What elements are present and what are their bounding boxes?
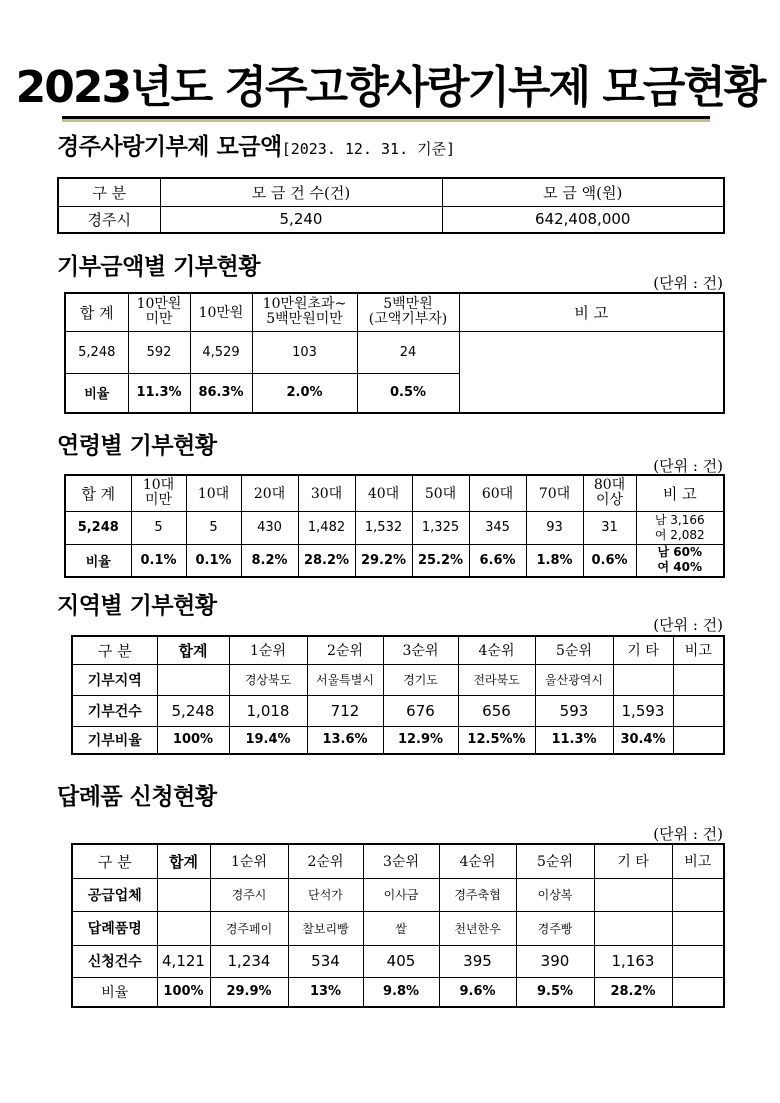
region-header-other: 기 타	[613, 636, 673, 664]
age-count-total: 5,248	[65, 511, 131, 544]
gifts-supplier-rank-2: 단석가	[288, 878, 363, 911]
region-row-label: 기부건수	[72, 695, 157, 726]
gifts-header-rank-3: 3순위	[363, 844, 439, 878]
amount-table	[64, 292, 725, 414]
amount-ratio-5m: 0.5%	[357, 373, 459, 413]
page-title: 2023년도 경주고향사랑기부제 모금현황	[15, 62, 765, 113]
amount-count-total: 5,248	[65, 331, 128, 373]
gifts-ratio-rank-2: 13%	[288, 977, 363, 1007]
age-heading: 연령별 기부현황	[57, 433, 217, 459]
age-header-10s: 10대	[186, 475, 241, 511]
gifts-row-label: 답례품명	[72, 911, 157, 945]
age-header-80-plus-line2: 이상	[595, 492, 624, 509]
age-unit: (단위 : 건)	[653, 457, 723, 475]
gifts-count-other: 1,163	[594, 945, 672, 977]
amount-ratio-label: 비율	[65, 373, 128, 413]
region-ratio-other: 30.4%	[613, 726, 673, 754]
gifts-ratio-rank-5: 9.5%	[516, 977, 594, 1007]
age-ratio-under-10: 0.1%	[131, 544, 186, 577]
amount-count-under-100k: 592	[128, 331, 190, 373]
region-ratio-rank-2: 13.6%	[307, 726, 383, 754]
region-count-rank-4: 656	[458, 695, 535, 726]
age-header-under-10-line1: 10대	[142, 477, 175, 494]
gifts-ratio-rank-1: 29.9%	[210, 977, 288, 1007]
age-ratio-70s: 1.8%	[526, 544, 583, 577]
region-area-rank-1: 경상북도	[229, 664, 307, 695]
gifts-supplier-rank-4: 경주축협	[439, 878, 516, 911]
age-count-gender-note	[636, 511, 724, 544]
age-count-60s: 345	[469, 511, 526, 544]
amount-header-100k-5m	[252, 293, 357, 331]
region-header-category: 구 분	[72, 636, 157, 664]
amount-ratio-100k-5m: 2.0%	[252, 373, 357, 413]
summary-header-amount: 모 금 액(원)	[442, 178, 724, 206]
gifts-count-rank-1: 1,234	[210, 945, 288, 977]
amount-header-total: 합 계	[65, 293, 128, 331]
region-ratio-rank-5: 11.3%	[535, 726, 613, 754]
summary-heading	[57, 132, 455, 164]
age-header-total: 합 계	[65, 475, 131, 511]
region-header-rank-3: 3순위	[383, 636, 458, 664]
region-count-rank-2: 712	[307, 695, 383, 726]
amount-header-5m	[357, 293, 459, 331]
amount-header-5m-line1: 5백만원	[383, 296, 433, 313]
age-count-male: 남 3,166	[654, 512, 705, 527]
region-ratio-remarks	[673, 726, 724, 754]
region-header-rank-1: 1순위	[229, 636, 307, 664]
age-ratio-male: 남 60%	[657, 545, 702, 560]
age-header-under-10	[131, 475, 186, 511]
region-row-label: 기부지역	[72, 664, 157, 695]
gifts-product-total	[157, 911, 210, 945]
region-ratio-rank-4: 12.5%%	[458, 726, 535, 754]
gifts-header-category: 구 분	[72, 844, 157, 878]
age-ratio-50s: 25.2%	[412, 544, 469, 577]
summary-header-category: 구 분	[58, 178, 160, 206]
summary-heading-text: 경주사랑기부제 모금액	[57, 134, 282, 160]
amount-header-100k-5m-line2: 5백만원미만	[266, 311, 343, 328]
region-ratio-rank-3: 12.9%	[383, 726, 458, 754]
amount-count-5m: 24	[357, 331, 459, 373]
age-count-70s: 93	[526, 511, 583, 544]
gifts-heading: 답례품 신청현황	[57, 784, 217, 810]
region-count-rank-3: 676	[383, 695, 458, 726]
gifts-header-other: 기 타	[594, 844, 672, 878]
age-header-70s: 70대	[526, 475, 583, 511]
region-ratio-rank-1: 19.4%	[229, 726, 307, 754]
amount-ratio-100k: 86.3%	[190, 373, 252, 413]
gifts-product-rank-3: 쌀	[363, 911, 439, 945]
gifts-row-label: 신청건수	[72, 945, 157, 977]
age-header-50s: 50대	[412, 475, 469, 511]
age-ratio-female: 여 40%	[657, 560, 702, 575]
age-ratio-20s: 8.2%	[241, 544, 298, 577]
age-ratio-40s: 29.2%	[355, 544, 412, 577]
age-header-80-plus-line1: 80대	[593, 477, 626, 494]
region-ratio-total: 100%	[157, 726, 229, 754]
gifts-supplier-total	[157, 878, 210, 911]
amount-header-under-100k-line1: 10만원	[136, 296, 182, 313]
gifts-header-total: 합계	[157, 844, 210, 878]
summary-row-label: 경주시	[58, 206, 160, 233]
age-count-female: 여 2,082	[654, 527, 705, 542]
age-ratio-30s: 28.2%	[298, 544, 355, 577]
region-heading: 지역별 기부현황	[57, 593, 217, 619]
amount-header-100k-5m-line1: 10만원초과~	[262, 296, 347, 313]
gifts-ratio-other: 28.2%	[594, 977, 672, 1007]
region-unit: (단위 : 건)	[653, 616, 723, 634]
title-underline	[62, 116, 710, 122]
age-count-30s: 1,482	[298, 511, 355, 544]
amount-header-under-100k	[128, 293, 190, 331]
region-count-other: 1,593	[613, 695, 673, 726]
age-count-10s: 5	[186, 511, 241, 544]
gifts-header-rank-2: 2순위	[288, 844, 363, 878]
amount-remarks-cell	[459, 331, 724, 413]
gifts-ratio-rank-3: 9.8%	[363, 977, 439, 1007]
gifts-header-remarks: 비고	[672, 844, 724, 878]
region-header-rank-5: 5순위	[535, 636, 613, 664]
region-header-total: 합계	[157, 636, 229, 664]
region-count-rank-1: 1,018	[229, 695, 307, 726]
region-area-other	[613, 664, 673, 695]
age-ratio-10s: 0.1%	[186, 544, 241, 577]
amount-header-under-100k-line2: 미만	[145, 311, 173, 328]
gifts-supplier-rank-1: 경주시	[210, 878, 288, 911]
region-header-rank-4: 4순위	[458, 636, 535, 664]
gifts-product-rank-5: 경주빵	[516, 911, 594, 945]
region-count-total: 5,248	[157, 695, 229, 726]
gifts-product-rank-1: 경주페이	[210, 911, 288, 945]
gifts-row-label: 비율	[72, 977, 157, 1007]
gifts-product-rank-4: 천년한우	[439, 911, 516, 945]
age-table	[64, 474, 725, 578]
age-header-80-plus	[583, 475, 636, 511]
summary-table	[57, 177, 725, 234]
age-count-80-plus: 31	[583, 511, 636, 544]
amount-count-100k-5m: 103	[252, 331, 357, 373]
region-header-remarks: 비고	[673, 636, 724, 664]
gifts-count-total: 4,121	[157, 945, 210, 977]
age-header-20s: 20대	[241, 475, 298, 511]
region-area-rank-3: 경기도	[383, 664, 458, 695]
region-header-rank-2: 2순위	[307, 636, 383, 664]
region-area-rank-4: 전라북도	[458, 664, 535, 695]
gifts-table	[71, 843, 725, 1008]
age-ratio-80-plus: 0.6%	[583, 544, 636, 577]
gifts-supplier-rank-3: 이사금	[363, 878, 439, 911]
age-count-40s: 1,532	[355, 511, 412, 544]
gifts-header-rank-1: 1순위	[210, 844, 288, 878]
region-table	[71, 635, 725, 755]
age-header-under-10-line2: 미만	[144, 492, 173, 509]
age-count-20s: 430	[241, 511, 298, 544]
gifts-ratio-remarks	[672, 977, 724, 1007]
age-ratio-60s: 6.6%	[469, 544, 526, 577]
age-header-remarks: 비 고	[636, 475, 724, 511]
gifts-product-rank-2: 찰보리빵	[288, 911, 363, 945]
gifts-count-rank-3: 405	[363, 945, 439, 977]
gifts-product-remarks	[672, 911, 724, 945]
gifts-product-other	[594, 911, 672, 945]
amount-header-remarks: 비 고	[459, 293, 724, 331]
gifts-supplier-other	[594, 878, 672, 911]
gifts-supplier-remarks	[672, 878, 724, 911]
gifts-header-rank-4: 4순위	[439, 844, 516, 878]
region-area-rank-5: 울산광역시	[535, 664, 613, 695]
summary-amount-value: 642,408,000	[442, 206, 724, 233]
summary-count-value: 5,240	[160, 206, 442, 233]
gifts-ratio-rank-4: 9.6%	[439, 977, 516, 1007]
region-area-remarks	[673, 664, 724, 695]
age-count-under-10: 5	[131, 511, 186, 544]
gifts-count-rank-2: 534	[288, 945, 363, 977]
amount-heading: 기부금액별 기부현황	[57, 254, 260, 280]
age-ratio-gender-note	[636, 544, 724, 577]
amount-header-100k: 10만원	[190, 293, 252, 331]
gifts-row-label: 공급업체	[72, 878, 157, 911]
gifts-count-rank-4: 395	[439, 945, 516, 977]
amount-ratio-under-100k: 11.3%	[128, 373, 190, 413]
amount-unit: (단위 : 건)	[653, 274, 723, 292]
region-row-label: 기부비율	[72, 726, 157, 754]
amount-header-5m-line2: (고액기부자)	[368, 311, 448, 328]
gifts-count-rank-5: 390	[516, 945, 594, 977]
age-header-30s: 30대	[298, 475, 355, 511]
age-header-60s: 60대	[469, 475, 526, 511]
summary-header-count: 모 금 건 수(건)	[160, 178, 442, 206]
summary-date-note: [2023. 12. 31. 기준]	[281, 140, 456, 158]
region-area-total	[157, 664, 229, 695]
gifts-ratio-total: 100%	[157, 977, 210, 1007]
age-header-40s: 40대	[355, 475, 412, 511]
gifts-count-remarks	[672, 945, 724, 977]
amount-count-100k: 4,529	[190, 331, 252, 373]
gifts-header-rank-5: 5순위	[516, 844, 594, 878]
region-area-rank-2: 서울특별시	[307, 664, 383, 695]
region-count-rank-5: 593	[535, 695, 613, 726]
region-count-remarks	[673, 695, 724, 726]
gifts-unit: (단위 : 건)	[653, 825, 723, 843]
age-count-50s: 1,325	[412, 511, 469, 544]
age-ratio-label: 비율	[65, 544, 131, 577]
gifts-supplier-rank-5: 이상복	[516, 878, 594, 911]
